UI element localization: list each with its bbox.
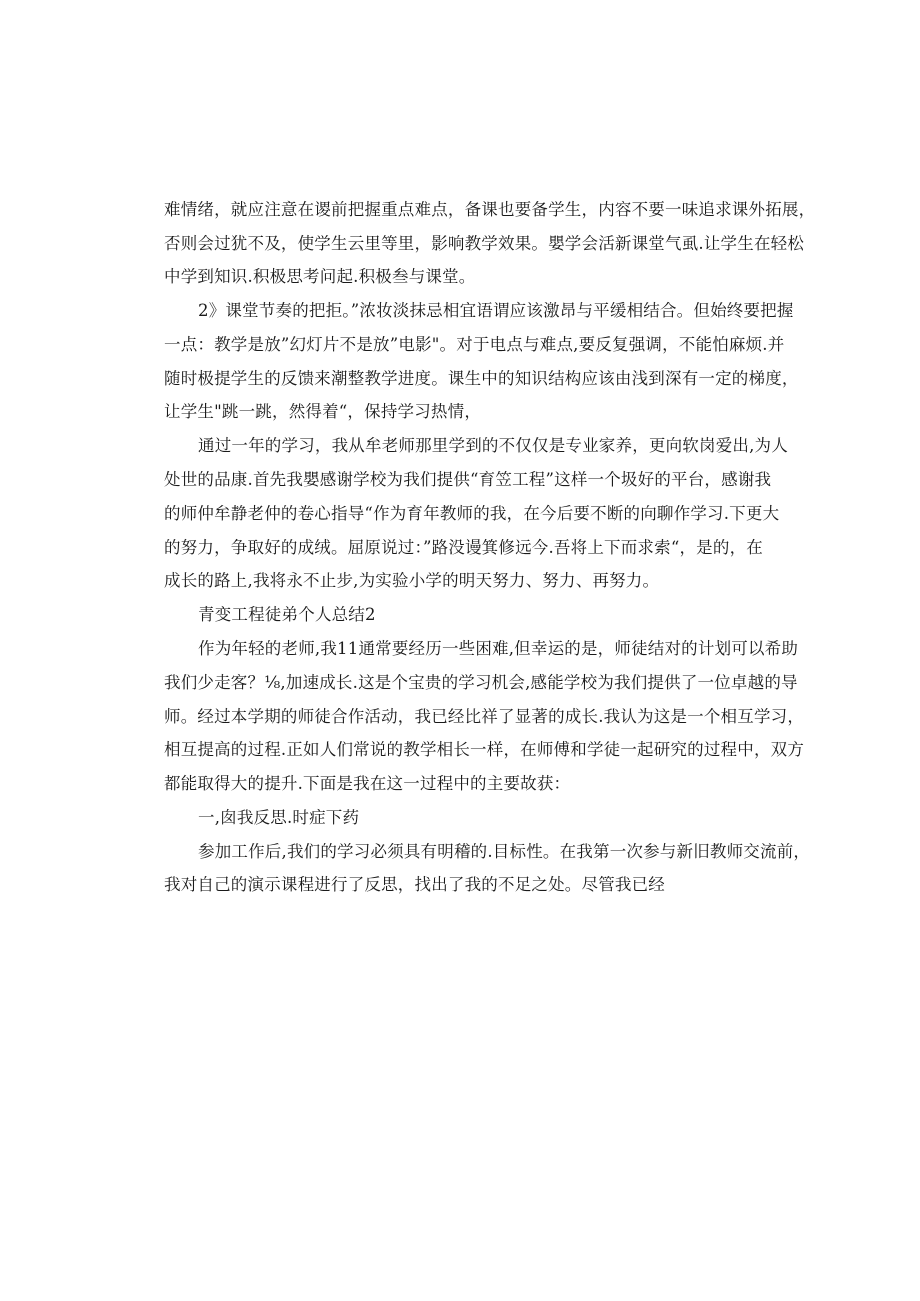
body-text-line: 通过一年的学习，我从牟老师那里学到的不仅仅是专业家养，更向软岗爱出,为人 — [198, 436, 788, 455]
body-text-line: 一点：教学是放”幻灯片不是放”电影"。对于电点与难点,要反复强调，不能怕麻烦.并 — [164, 335, 785, 354]
subsection-heading: 一,囱我反思.时症下药 — [198, 808, 360, 827]
body-text-line: 随时极提学生的反馈来潮整教学进度。课生中的知识结构应该由浅到深有一定的梯度， — [164, 369, 799, 388]
body-text-line: 我对自己的演示课程进行了反思，找出了我的不足之处。尽管我已经 — [164, 875, 665, 894]
body-text-line: 的师仲牟静老仲的卷心指导“作为育年教师的我，在今后要不断的向聊作学习.下更大 — [164, 504, 780, 523]
body-text-line: 相互提高的过程.正如人们常说的教学相长一样，在师傅和学徒一起研究的过程中，双方 — [164, 740, 805, 759]
body-text-line: 师。经过本学期的师徒合作活动，我已经比祥了显著的成长.我认为这是一个相互学习， — [164, 707, 805, 726]
section-heading: 青变工程徒弟个人总结2 — [198, 605, 376, 624]
body-text-line: 都能取得大的提升.下面是我在这一过程中的主要故获： — [164, 774, 571, 793]
body-text-line: 否则会过犹不及，使学生云里等里，影响教学效果。嬰学会活新课堂气虱.让学生在轻松 — [164, 234, 805, 253]
body-text-line: 成长的路上,我将永不止步,为实验小学的明天努力、努力、再努力。 — [164, 571, 660, 590]
body-text-line: 2》课堂节奏的把拒。”浓妆淡抹忌相宜语谓应该激昂与平缓相结合。但始终要把握 — [198, 301, 794, 320]
body-text-line: 的努力，争取好的成绒。屈原说过：”路没谩箕修远今.吾将上下而求索“，是的，在 — [164, 538, 763, 557]
body-text-line: 难情绪，就应注意在谡前把握重点难点，备课也要备学生，内容不要一味追求课外拓展， — [164, 200, 816, 219]
body-text-line: 中学到知识.积极思考问起.积极叁与课堂。 — [164, 267, 476, 286]
body-text-line: 我们少走客？⅛,加速成长.这是个宝贵的学习机会,感能学校为我们提供了一位卓越的导 — [164, 673, 798, 692]
body-text-line: 参加工作后,我们的学习必须具有明稽的.目标性。在我第一次参与新旧教师交流前， — [198, 842, 811, 861]
body-text-line: 处世的品康.首先我嬰感谢学校为我们提供“育笠工程”这样一个圾好的平台，感谢我 — [164, 470, 772, 489]
body-text-line: 让学生"跳一跳，然得着“，保持学习热情， — [164, 402, 482, 421]
body-text-line: 作为年轻的老师,我11通常要经历一些困难,但幸运的是，师徒结对的计划可以希助 — [198, 639, 799, 658]
